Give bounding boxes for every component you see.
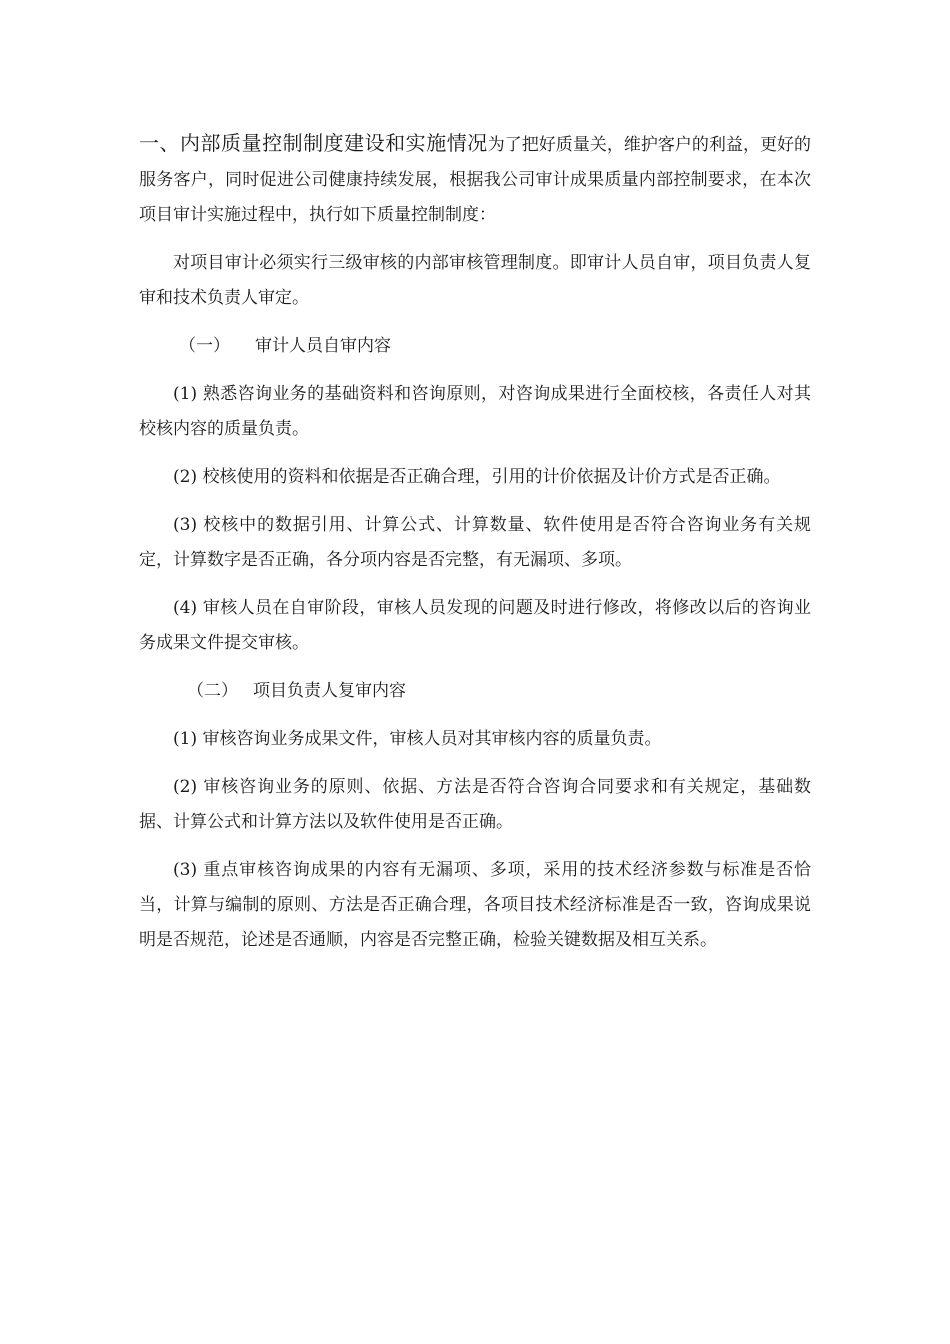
subsection-title: 项目负责人复审内容 [253,681,406,701]
section-heading-paragraph [139,126,811,233]
list-item: (4) 审核人员在自审阶段，审核人员发现的问题及时进行修改，将修改以后的咨询业务成果文件提交审核。 [139,598,811,653]
subsection-heading-1 [139,329,811,364]
subsection-number: （一） [179,336,230,356]
heading-body-text: 为了把好质量关，维护客户的利益，更好的服务客户，同时促进公司健康持续发展，根据我公司审计成果质量内部控制要求，在本次项目审计实施过程中，执行如下质量控制制度： [139,135,812,225]
list-item: (3) 校核中的数据引用、计算公式、计算数量、软件使用是否符合咨询业务有关规定，计算数字是否正确，各分项内容是否完整，有无漏项、多项。 [139,515,811,570]
list-item: (1) 审核咨询业务成果文件，审核人员对其审核内容的质量负责。 [173,729,662,749]
subsection-heading-2 [139,674,811,709]
list-item: (2) 审核咨询业务的原则、依据、方法是否符合咨询合同要求和有关规定，基础数据、计算公式和计算方法以及软件使用是否正确。 [139,777,811,832]
document-page [139,126,811,958]
subsection-number: （二） [187,681,238,701]
subsection-title: 审计人员自审内容 [255,336,391,356]
intro-paragraph: 对项目审计必须实行三级审核的内部审核管理制度。即审计人员自审，项目负责人复审和技术负责人审定。 [139,253,811,308]
list-item: (1) 熟悉咨询业务的基础资料和咨询原则，对咨询成果进行全面校核，各责任人对其校核内容的质量负责。 [139,384,811,439]
list-item: (3) 重点审核咨询成果的内容有无漏项、多项，采用的技术经济参数与标准是否恰当，计算与编制的原则、方法是否正确合理，各项目技术经济标准是否一致，咨询成果说明是否规范，论述是否通顺，内容是否完整正确，检验关键数据及相互关系。 [139,860,811,950]
main-heading: 一、内部质量控制制度建设和实施情况 [139,131,488,155]
list-item: (2) 校核使用的资料和依据是否正确合理，引用的计价依据及计价方式是否正确。 [173,467,781,487]
